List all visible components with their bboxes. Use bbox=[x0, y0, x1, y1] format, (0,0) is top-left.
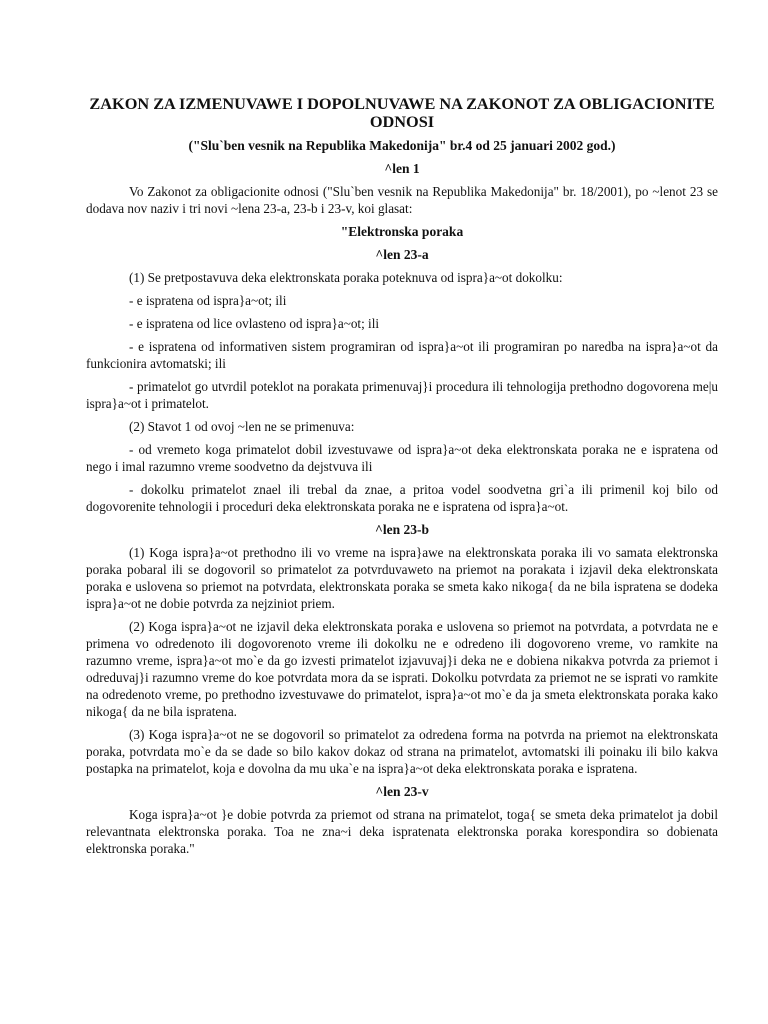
paragraph: (3) Koga ispra}a~ot ne se dogovoril so primatelot za odredena forma na potvrda na priemot na elektronskata poraka, potvrdata mo`e da se dade so bilo kakov dokaz od strana na primatelot, avtomatski ili poinaku ili bilo kakva postapka na primatelot, koja e dovolna da mu uka`e na ispra}a~ot deka elektronskata poraka e ispratena. bbox=[86, 727, 718, 776]
paragraph: - primatelot go utvrdil poteklot na porakata primenuvaj}i procedura ili tehnologija prethodno dogovorena me|u ispra}a~ot i primatelot. bbox=[86, 379, 718, 411]
document-content bbox=[86, 160, 718, 857]
article-heading: ^len 23-v bbox=[375, 784, 429, 799]
paragraph: - e ispratena od lice ovlasteno od ispra}a~ot; ili bbox=[129, 316, 380, 331]
document-subtitle: ("Slu`ben vesnik na Republika Makedonija" br.4 od 25 januari 2002 god.) bbox=[188, 138, 616, 153]
paragraph: (2) Stavot 1 od ovoj ~len ne se primenuva: bbox=[129, 419, 355, 434]
article-heading: ^len 1 bbox=[384, 161, 420, 176]
article-heading: "Elektronska poraka bbox=[340, 224, 464, 239]
paragraph: (1) Se pretpostavuva deka elektronskata poraka poteknuva od ispra}a~ot dokolku: bbox=[129, 270, 563, 285]
paragraph: - dokolku primatelot znael ili trebal da znae, a pritoa vodel soodvetna gri`a ili primenil koj bilo od dogovorenite tehnologii i proceduri deka elektronskata poraka ne e ispratena od ispra}a~ot. bbox=[86, 482, 718, 514]
paragraph: - od vremeto koga primatelot dobil izvestuvawe od ispra}a~ot deka elektronskata poraka ne e ispratena od nego i imal razumno vreme soodvetno da dejstvuva ili bbox=[86, 442, 718, 474]
article-heading: ^len 23-b bbox=[375, 522, 429, 537]
paragraph: - e ispratena od informativen sistem programiran od ispra}a~ot ili programiran po naredba na ispra}a~ot da funkcionira avtomatski; ili bbox=[86, 339, 718, 371]
article-heading: ^len 23-a bbox=[375, 247, 429, 262]
document-title: ZAKON ZA IZMENUVAWE I DOPOLNUVAWE NA ZAKONOT ZA OBLIGACIONITE ODNOSI bbox=[89, 94, 715, 131]
paragraph: (1) Koga ispra}a~ot prethodno ili vo vreme na ispra}awe na elektronskata poraka ili vo samata elektronska poraka pobaral ili se dogovoril so primatelot za potvrduvaweto na priemot na porakata i izjavil deka elektronskata poraka e uslovena so priemot na potvrdata, elektronskata poraka se smeta kako nikoga{ da ne bila ispratena se dodeka ispra}a~ot ne dobie potvrda za nejziniot priem. bbox=[86, 545, 718, 611]
paragraph: Koga ispra}a~ot }e dobie potvrda za priemot od strana na primatelot, toga{ se smeta deka primatelot ja dobil relevantnata elektronska poraka. Toa ne zna~i deka ispratenata elektronska poraka korespondira so dobienata elektronska poraka." bbox=[86, 807, 718, 856]
document-body bbox=[86, 95, 718, 863]
paragraph: - e ispratena od ispra}a~ot; ili bbox=[129, 293, 287, 308]
paragraph: Vo Zakonot za obligacionite odnosi ("Slu`ben vesnik na Republika Makedonija" br. 18/2001), po ~lenot 23 se dodava nov naziv i tri novi ~lena 23-a, 23-b i 23-v, koi glasat: bbox=[86, 184, 718, 216]
paragraph: (2) Koga ispra}a~ot ne izjavil deka elektronskata poraka e uslovena so priemot na potvrdata, a potvrdata ne e primena vo odredenoto ili dogovorenoto vreme ili dokolku ne e odredeno ili dogovoreno vreme, vo ramkite na razumno vreme, ispra}a~ot mo`e da go izvesti primatelot izjavuvaj}i deka ne e dobiena nikakva potvrda za priemot i odreduvaj}i razumno vreme do koe potvrdata mora da se isprati. Dokolku potvrdata za priemot ne se isprati vo ramkite na odredenoto vreme, po prethodno izvestuvawe do primatelot, ispra}a~ot mo`e da ja smeta elektronskata poraka kako nikoga{ da ne bila ispratena. bbox=[86, 619, 718, 719]
